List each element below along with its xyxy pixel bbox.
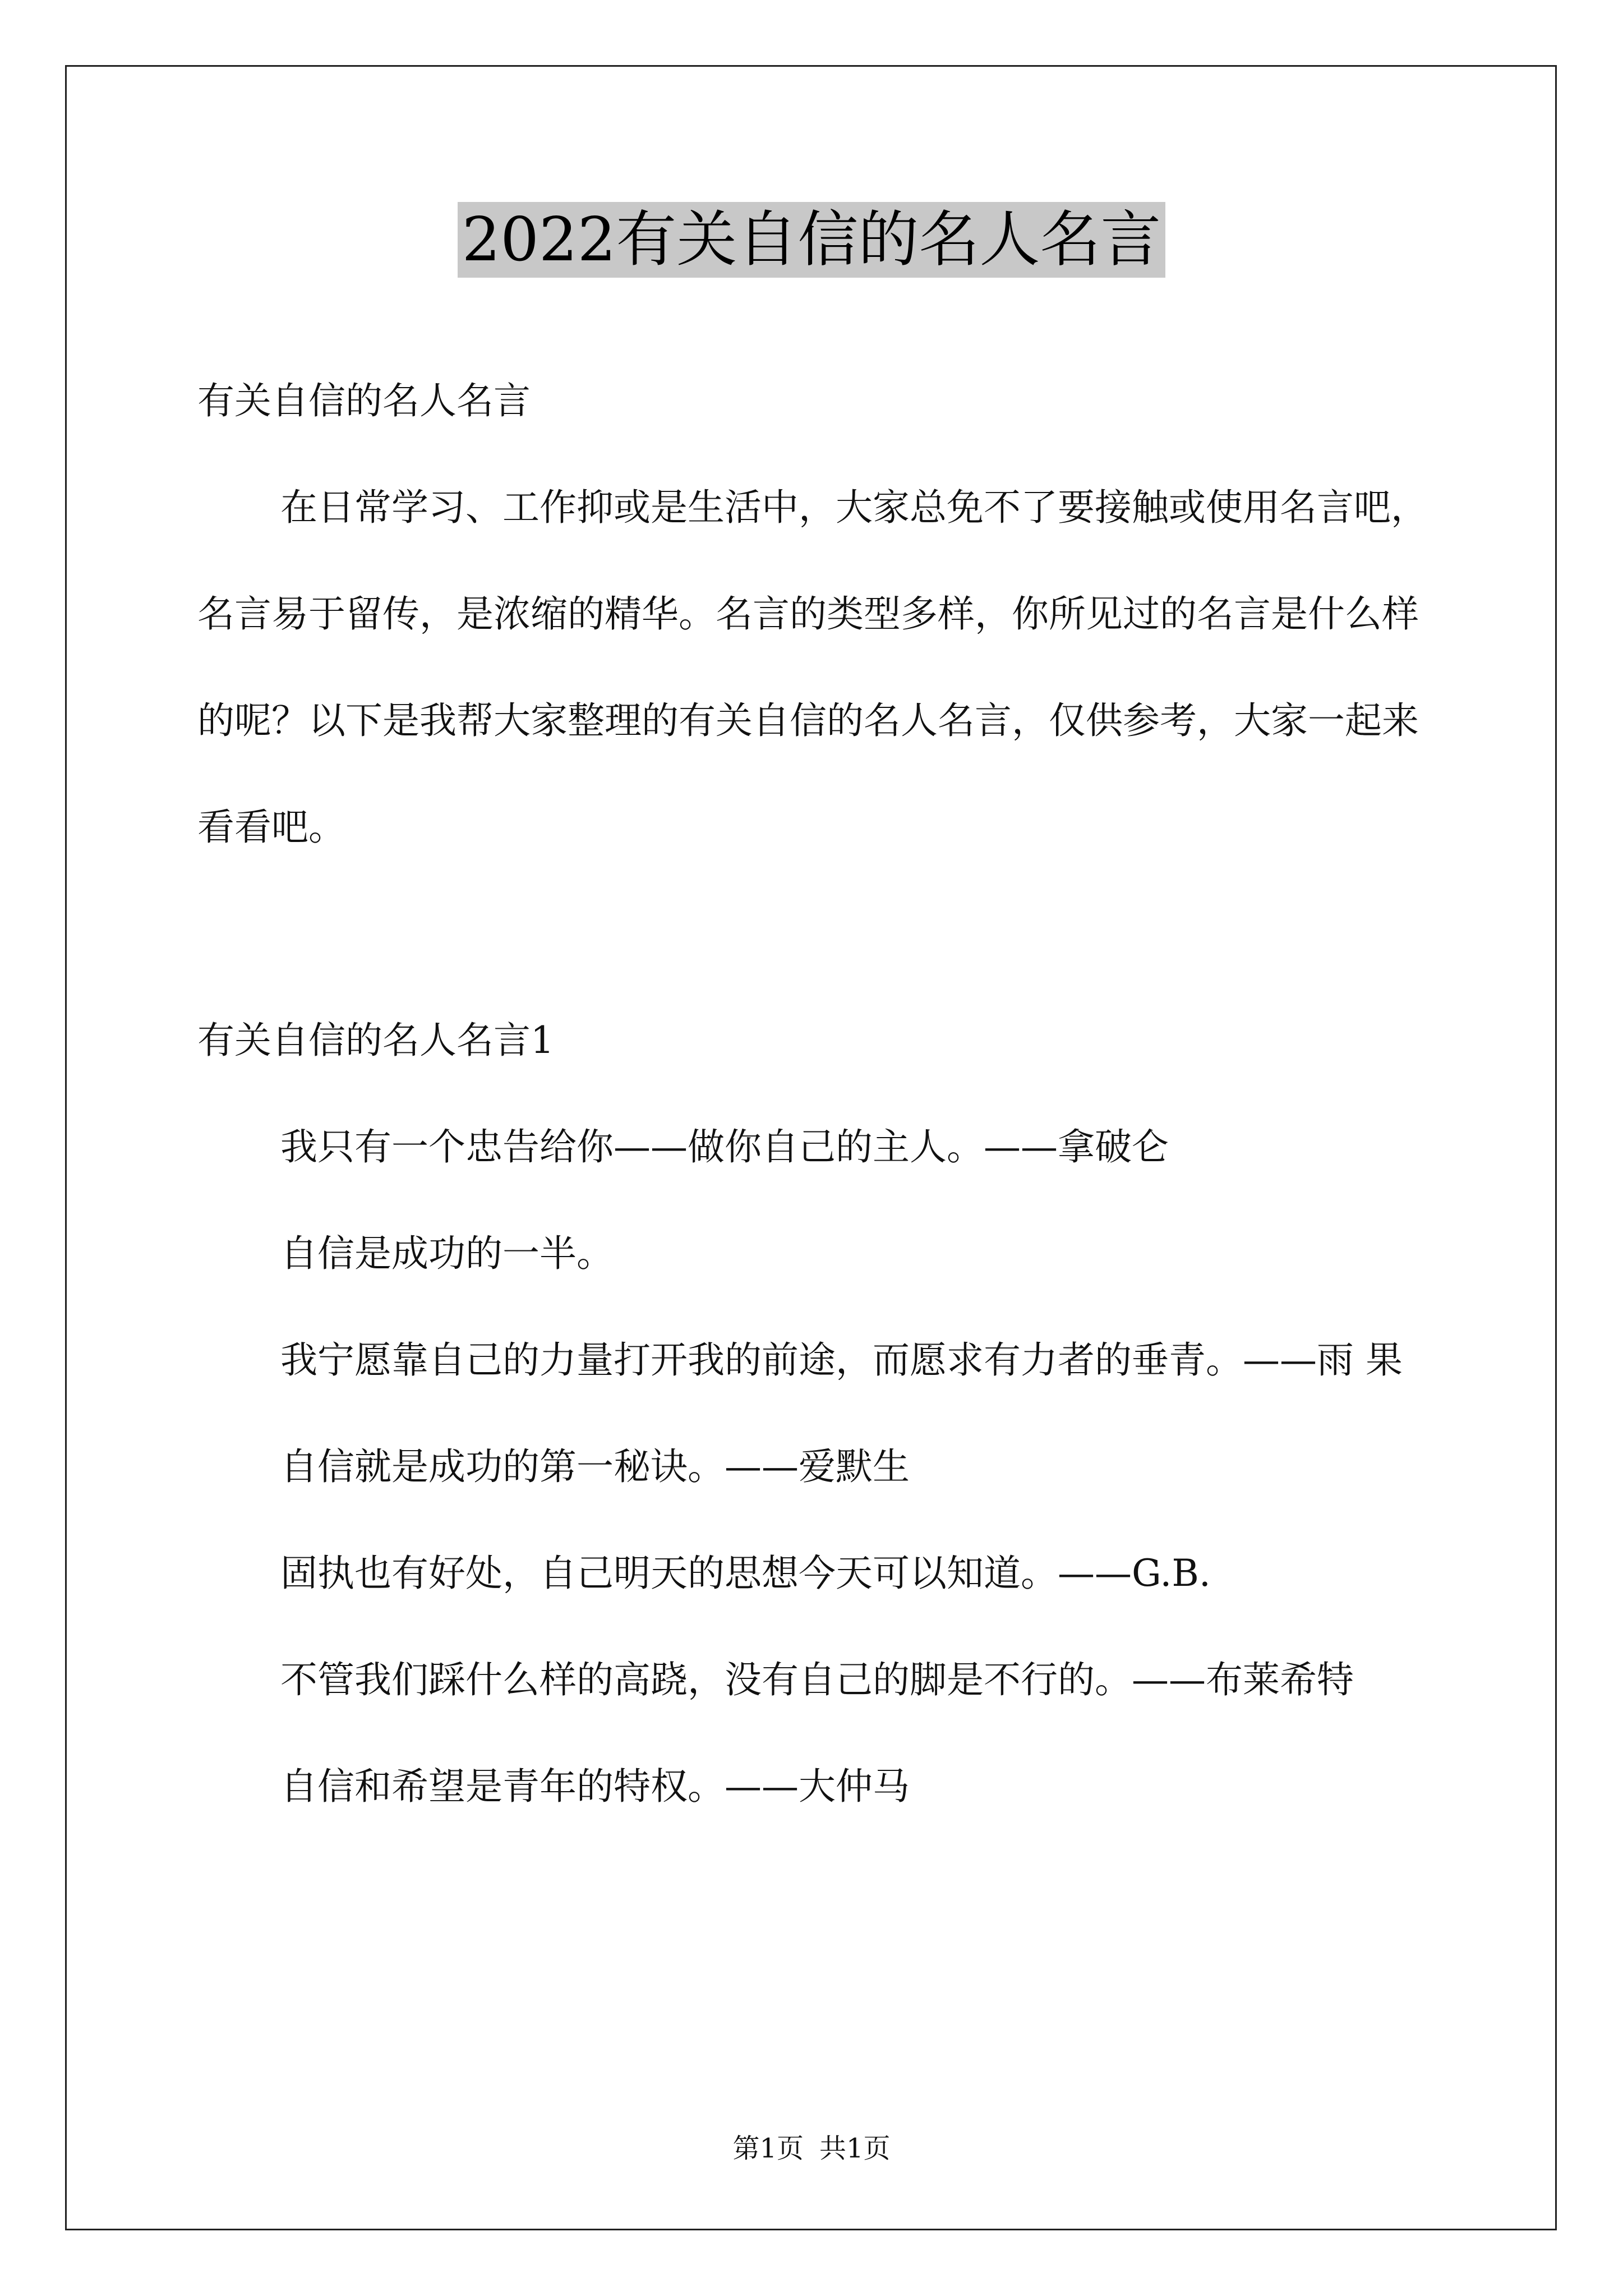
quote-paragraph: 固执也有好处，自己明天的思想今天可以知道。——G.B.	[280, 1552, 1211, 1595]
section-heading: 有关自信的名人名言1	[197, 1019, 554, 1062]
page-number: 第1页	[732, 2133, 804, 2164]
quote-paragraph: 自信和希望是青年的特权。——大仲马	[280, 1765, 910, 1808]
quote-paragraph: 自信是成功的一半。	[280, 1232, 614, 1275]
document-heading: 有关自信的名人名言	[197, 379, 531, 422]
page-total: 共1页	[819, 2133, 891, 2164]
intro-paragraph: 在日常学习、工作抑或是生活中，大家总免不了要接触或使用名言吧，名言易于留传，是浓缩的精华。名言的类型多样，你所见过的名言是什么样的呢？以下是我帮大家整理的有关自信的名人名言，仅供参考，大家一起来看看吧。	[197, 486, 1428, 849]
document-title: 2022有关自信的名人名言	[458, 202, 1166, 278]
quote-paragraph: 我只有一个忠告给你——做你自己的主人。——拿破仑	[280, 1125, 1169, 1168]
quote-paragraph: 我宁愿靠自己的力量打开我的前途，而愿求有力者的垂青。——雨 果	[280, 1338, 1403, 1382]
document-body	[197, 348, 1431, 1840]
paragraph-spacer	[197, 881, 1431, 987]
quote-paragraph: 自信就是成功的第一秘诀。——爱默生	[280, 1445, 910, 1488]
page-footer	[0, 2132, 1623, 2165]
title-container	[0, 202, 1623, 278]
quote-paragraph: 不管我们踩什么样的高跷，没有自己的脚是不行的。——布莱希特	[280, 1658, 1354, 1701]
